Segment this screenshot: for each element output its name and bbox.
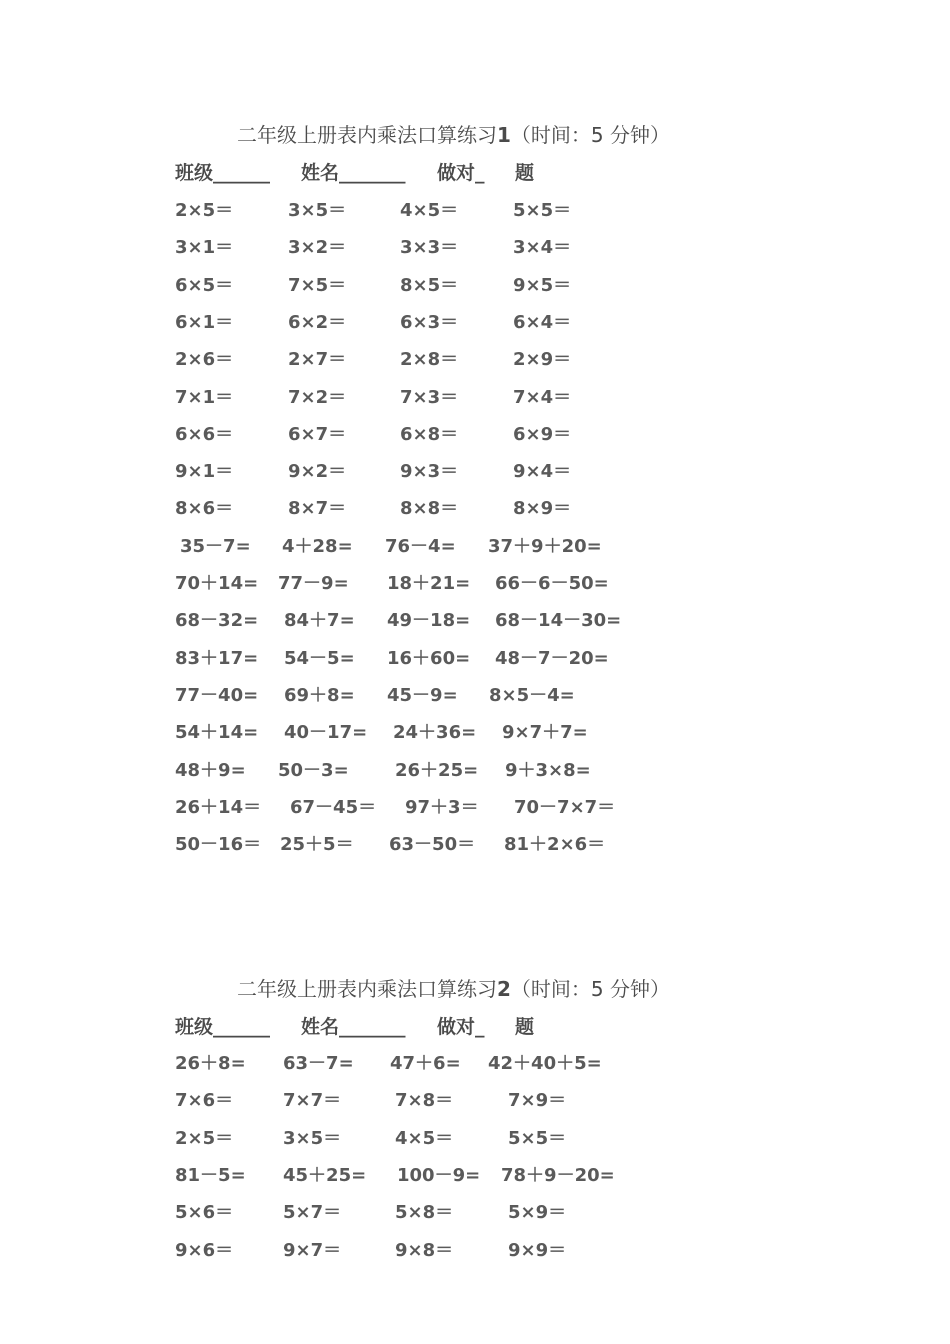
- problem-item: 47＋6=: [390, 1053, 461, 1074]
- problem-item: 25＋5＝: [280, 834, 354, 856]
- sheet2-title-suffix: （时间：5 分钟）: [510, 977, 671, 1001]
- problem-item: 50－3=: [278, 759, 349, 781]
- correct-field: 做对_: [437, 162, 485, 184]
- problem-item: 7×5＝: [288, 274, 347, 296]
- problem-item: 16＋60=: [387, 647, 471, 669]
- problem-row: [175, 830, 775, 854]
- problem-item: 9×7＋7=: [502, 722, 588, 744]
- problem-item: 9×6＝: [175, 1239, 234, 1261]
- problem-item: 9×1＝: [175, 461, 234, 483]
- sheet2-info-line: [175, 1012, 534, 1039]
- problem-item: 6×2＝: [288, 311, 347, 333]
- questions-label: 题: [515, 1016, 535, 1038]
- problem-item: 100－9=: [397, 1164, 481, 1186]
- problem-item: 3×3＝: [400, 237, 459, 259]
- problem-item: 3×2＝: [288, 237, 347, 259]
- problem-item: 68－32=: [175, 610, 259, 632]
- problem-item: 54＋14=: [175, 722, 259, 744]
- sheet2-title: [237, 973, 670, 1002]
- problem-row: [175, 1124, 775, 1148]
- problem-item: 78＋9－20=: [501, 1164, 615, 1186]
- problem-row: [175, 681, 775, 705]
- problem-item: 50－16＝: [175, 834, 262, 856]
- problem-item: 9＋3×8=: [505, 759, 591, 781]
- problem-item: 6×7＝: [288, 423, 347, 445]
- name-field: 姓名_______: [301, 162, 406, 184]
- problem-row: [175, 1198, 775, 1222]
- problem-item: 70－7×7＝: [514, 796, 616, 818]
- problem-item: 7×8＝: [395, 1090, 454, 1112]
- class-field: 班级______: [175, 162, 271, 184]
- problem-item: 9×8＝: [395, 1239, 454, 1261]
- problem-item: 69＋8=: [284, 684, 355, 706]
- problem-item: 6×3＝: [400, 311, 459, 333]
- problem-item: 68－14－30=: [495, 610, 622, 632]
- problem-row: [175, 1161, 775, 1185]
- class-field: 班级______: [175, 1016, 271, 1038]
- problem-row: [175, 1049, 775, 1073]
- problem-row: [175, 271, 775, 295]
- problem-item: 8×9＝: [513, 498, 572, 520]
- problem-item: 48－7－20=: [495, 647, 609, 669]
- problem-item: 26＋25=: [395, 759, 479, 781]
- problem-row: [175, 569, 775, 593]
- problem-item: 18＋21=: [387, 573, 471, 594]
- problem-item: 4×5＝: [400, 200, 459, 221]
- problem-item: 5×7＝: [283, 1202, 342, 1224]
- problem-item: 84＋7=: [284, 610, 355, 632]
- problem-item: 5×5＝: [508, 1127, 567, 1149]
- problem-item: 42＋40＋5=: [488, 1053, 602, 1074]
- problem-row: [175, 1236, 775, 1260]
- problem-item: 7×9＝: [508, 1090, 567, 1112]
- problem-row: [175, 457, 775, 481]
- problem-item: 77－9=: [278, 573, 349, 594]
- problem-row: [175, 196, 775, 220]
- problem-item: 8×5＝: [400, 274, 459, 296]
- sheet1-title-number: 1: [497, 123, 511, 147]
- problem-item: 40－17=: [284, 722, 368, 744]
- problem-row: [175, 383, 775, 407]
- problem-item: 8×6＝: [175, 498, 234, 520]
- problem-item: 7×7＝: [283, 1090, 342, 1112]
- problem-item: 2×7＝: [288, 349, 347, 371]
- problem-item: 5×8＝: [395, 1202, 454, 1224]
- problem-item: 37＋9＋20=: [488, 535, 602, 557]
- problem-item: 5×9＝: [508, 1202, 567, 1224]
- questions-label: 题: [515, 162, 535, 184]
- problem-row: [175, 1086, 775, 1110]
- sheet2-title-prefix: 二年级上册表内乘法口算练习: [237, 977, 497, 1001]
- problem-item: 26＋8=: [175, 1053, 246, 1074]
- problem-item: 9×7＝: [283, 1239, 342, 1261]
- problem-item: 81＋2×6＝: [504, 834, 606, 856]
- problem-item: 77－40=: [175, 684, 259, 706]
- problem-item: 45－9=: [387, 684, 458, 706]
- problem-item: 9×9＝: [508, 1239, 567, 1261]
- problem-row: [175, 420, 775, 444]
- problem-item: 5×5＝: [513, 200, 572, 221]
- problem-row: [175, 606, 775, 630]
- problem-item: 70＋14=: [175, 573, 259, 594]
- problem-row: [175, 494, 775, 518]
- problem-item: 67－45＝: [290, 796, 377, 818]
- problem-item: 3×4＝: [513, 237, 572, 259]
- sheet1-info-line: [175, 158, 534, 185]
- problem-item: 9×4＝: [513, 461, 572, 483]
- problem-item: 63－7=: [283, 1053, 354, 1074]
- problem-item: 76－4=: [385, 535, 456, 557]
- problem-item: 5×6＝: [175, 1202, 234, 1224]
- problem-row: [175, 718, 775, 742]
- problem-item: 7×1＝: [175, 386, 234, 408]
- problem-item: 9×3＝: [400, 461, 459, 483]
- problem-item: 35－7=: [180, 535, 251, 557]
- problem-item: 24＋36=: [393, 722, 477, 744]
- sheet1-title: [237, 119, 670, 148]
- problem-item: 7×2＝: [288, 386, 347, 408]
- problem-item: 6×5＝: [175, 274, 234, 296]
- problem-item: 6×4＝: [513, 311, 572, 333]
- name-field: 姓名_______: [301, 1016, 406, 1038]
- problem-item: 2×5＝: [175, 200, 234, 221]
- problem-row: [175, 233, 775, 257]
- correct-field: 做对_: [437, 1016, 485, 1038]
- problem-item: 6×6＝: [175, 423, 234, 445]
- problem-item: 3×5＝: [288, 200, 347, 221]
- problem-item: 83＋17=: [175, 647, 259, 669]
- problem-item: 54－5=: [284, 647, 355, 669]
- problem-item: 8×5－4=: [489, 684, 575, 706]
- problem-item: 45＋25=: [283, 1164, 367, 1186]
- problem-row: [175, 756, 775, 780]
- sheet1-title-suffix: （时间：5 分钟）: [510, 123, 671, 147]
- problem-item: 49－18=: [387, 610, 471, 632]
- problem-item: 4×5＝: [395, 1127, 454, 1149]
- problem-item: 7×4＝: [513, 386, 572, 408]
- problem-item: 9×5＝: [513, 274, 572, 296]
- problem-item: 66－6－50=: [495, 573, 609, 594]
- problem-item: 97＋3＝: [405, 796, 479, 818]
- problem-item: 9×2＝: [288, 461, 347, 483]
- sheet1-title-prefix: 二年级上册表内乘法口算练习: [237, 123, 497, 147]
- problem-item: 48＋9=: [175, 759, 246, 781]
- problem-item: 2×8＝: [400, 349, 459, 371]
- problem-row: [175, 644, 775, 668]
- problem-item: 7×3＝: [400, 386, 459, 408]
- problem-item: 6×9＝: [513, 423, 572, 445]
- problem-item: 3×5＝: [283, 1127, 342, 1149]
- problem-item: 2×6＝: [175, 349, 234, 371]
- problem-item: 6×8＝: [400, 423, 459, 445]
- problem-item: 26＋14＝: [175, 796, 262, 818]
- problem-item: 3×1＝: [175, 237, 234, 259]
- problem-item: 63－50＝: [389, 834, 476, 856]
- sheet2-title-number: 2: [497, 977, 511, 1001]
- problem-item: 8×8＝: [400, 498, 459, 520]
- problem-row: [175, 793, 775, 817]
- problem-item: 8×7＝: [288, 498, 347, 520]
- problem-item: 4＋28=: [282, 535, 353, 557]
- problem-item: 6×1＝: [175, 311, 234, 333]
- problem-row: [175, 308, 775, 332]
- problem-row: [175, 532, 775, 556]
- problem-row: [175, 345, 775, 369]
- problem-item: 2×9＝: [513, 349, 572, 371]
- problem-item: 81－5=: [175, 1164, 246, 1186]
- problem-item: 7×6＝: [175, 1090, 234, 1112]
- problem-item: 2×5＝: [175, 1127, 234, 1149]
